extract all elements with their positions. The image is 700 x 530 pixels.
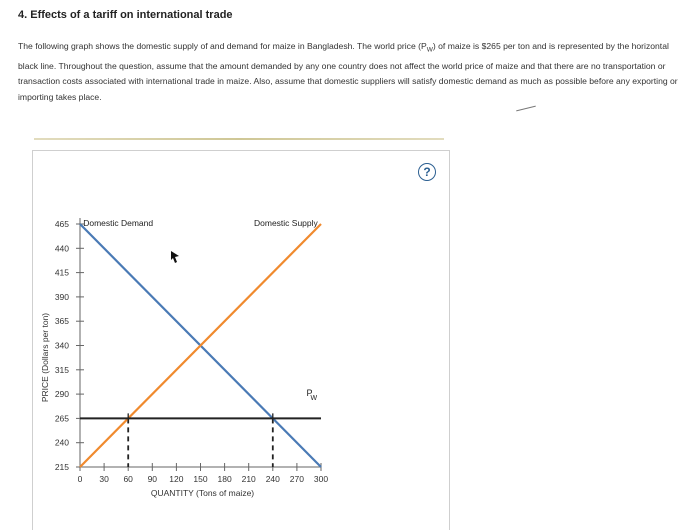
x-tick-label: 270 — [289, 474, 304, 484]
y-tick-label: 465 — [54, 219, 69, 229]
world-price-label: P — [306, 388, 313, 399]
body-text-sub: W — [426, 46, 433, 54]
y-tick-label: 215 — [54, 462, 69, 472]
question-title: 4. Effects of a tariff on international trade — [18, 9, 233, 21]
y-tick-label: 440 — [54, 243, 69, 254]
y-axis-label: PRICE (Dollars per ton) — [40, 312, 50, 403]
y-tick-label: 240 — [54, 437, 69, 448]
y-tick-label: 390 — [54, 291, 69, 302]
demand-curve-label: Domestic Demand — [83, 218, 154, 228]
y-tick-label: 315 — [54, 364, 69, 375]
x-tick-label: 240 — [265, 474, 280, 484]
x-tick-label: 90 — [147, 474, 158, 484]
x-tick-label: 150 — [193, 474, 208, 484]
body-text-post: ) of maize is $265 per ton and is represented by the horizontal black line. Throughout the question, assume that the amount demanded by any one country does not affect the world price of maize and that there are no transportation or transaction costs associated with international trade in maize. Also, assume that domestic suppliers will satisfy domestic demand as much as possible before any exporting or importing takes place. — [18, 41, 678, 103]
y-tick-label: 290 — [54, 389, 69, 400]
series-layer — [80, 224, 321, 467]
x-tick-label: 120 — [169, 474, 184, 484]
x-axis-label: QUANTITY (Tons of maize) — [150, 488, 255, 498]
x-tick-label: 60 — [123, 474, 133, 484]
x-tick-label: 210 — [241, 474, 256, 484]
x-tick-label: 300 — [313, 474, 329, 484]
x-tick-label: 30 — [99, 474, 109, 484]
x-tick-label: 180 — [217, 474, 232, 484]
cursor-arrow-icon — [171, 251, 179, 263]
supply-curve-label: Domestic Supply — [254, 218, 318, 228]
y-tick-label: 365 — [54, 316, 69, 327]
x-tick-label: 0 — [77, 474, 83, 484]
y-tick-label: 340 — [54, 340, 69, 351]
y-tick-label: 415 — [54, 267, 69, 278]
help-icon: ? — [423, 165, 431, 179]
world-price-label-sub: W — [310, 394, 318, 402]
y-tick-label: 265 — [54, 413, 69, 424]
body-text-pre: The following graph shows the domestic supply of and demand for maize in Bangladesh. The world price (P — [18, 41, 427, 51]
